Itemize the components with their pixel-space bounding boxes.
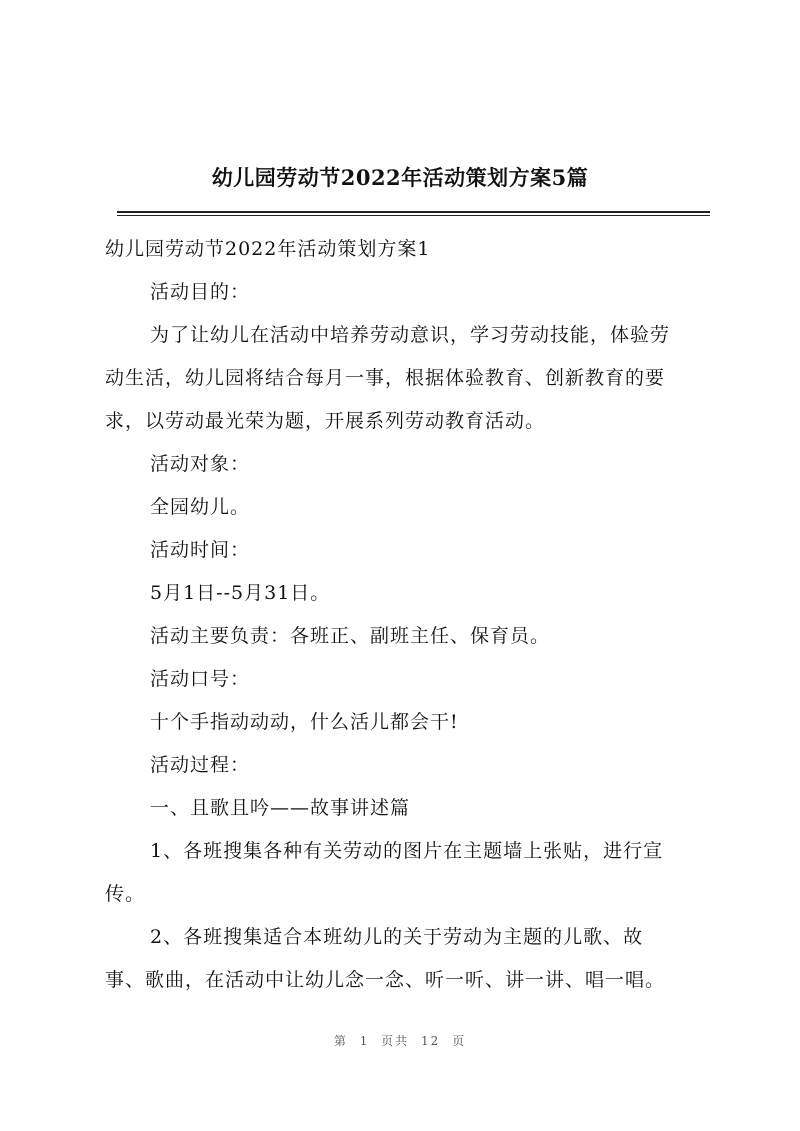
paragraph-line: 动生活，幼儿园将结合每月一事，根据体验教育、创新教育的要 xyxy=(105,367,666,389)
document-title: 幼儿园劳动节2022年活动策划方案5篇 xyxy=(211,165,589,190)
paragraph-line: 活动目的： xyxy=(150,281,251,303)
document-body xyxy=(105,228,717,1002)
title-divider xyxy=(117,211,710,216)
paragraph-line: 为了让幼儿在活动中培养劳动意识，学习劳动技能，体验劳 xyxy=(150,324,671,346)
paragraph-line: 2、各班搜集适合本班幼儿的关于劳动为主题的儿歌、故 xyxy=(150,926,644,948)
paragraph-line: 1、各班搜集各种有关劳动的图片在主题墙上张贴，进行宣 xyxy=(150,840,664,862)
paragraph-line: 活动主要负责：各班正、副班主任、保育员。 xyxy=(150,625,551,647)
footer-middle: 页共 xyxy=(381,1034,410,1048)
paragraph-line: 事、歌曲，在活动中让幼儿念一念、听一听、讲一讲、唱一唱。 xyxy=(105,969,666,991)
paragraph-line: 活动口号： xyxy=(150,668,251,690)
paragraph-line: 求，以劳动最光荣为题，开展系列劳动教育活动。 xyxy=(105,410,546,432)
paragraph-line: 传。 xyxy=(105,883,146,905)
footer-suffix: 页 xyxy=(452,1034,467,1048)
paragraph-line: 活动过程： xyxy=(150,754,251,776)
footer-prefix: 第 xyxy=(333,1034,348,1048)
paragraph-line: 全园幼儿。 xyxy=(150,496,251,518)
paragraph-line: 幼儿园劳动节2022年活动策划方案1 xyxy=(105,238,431,260)
paragraph-line: 活动对象： xyxy=(150,453,251,475)
paragraph-line: 十个手指动动动，什么活儿都会干! xyxy=(150,711,459,733)
paragraph-line: 活动时间： xyxy=(150,539,251,561)
footer-page-number: 1 xyxy=(359,1034,370,1048)
footer-total-pages: 12 xyxy=(421,1034,441,1048)
paragraph-line: 一、且歌且吟——故事讲述篇 xyxy=(150,797,411,819)
paragraph-line: 5月1日--5月31日。 xyxy=(150,582,331,604)
page-footer xyxy=(0,1032,800,1049)
